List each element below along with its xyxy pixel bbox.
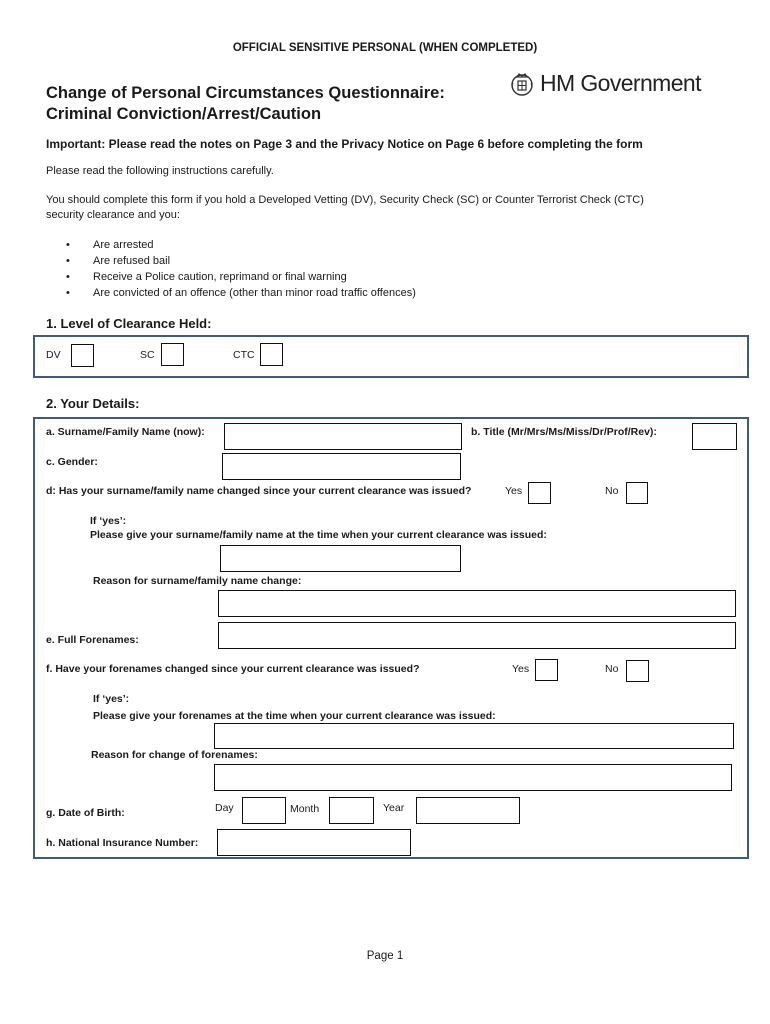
list-item: • Are convicted of an offence (other than minor road traffic offences) [66,287,416,299]
if-yes-label: If ‘yes’: [93,693,130,705]
surname-changed-no-checkbox[interactable] [626,482,648,504]
list-item: • Are refused bail [66,255,171,267]
ctc-label: CTC [233,349,255,361]
previous-forenames-input[interactable] [214,723,734,749]
previous-surname-label: Please give your surname/family name at the time when your current clearance was issued: [90,529,547,541]
important-notice: Important: Please read the notes on Page 3 and the Privacy Notice on Page 6 before completing the form [46,137,643,151]
surname-changed-label: d: Has your surname/family name changed since your current clearance was issued? [46,485,472,497]
classification-header: OFFICIAL SENSITIVE PERSONAL (WHEN COMPLETED) [232,42,538,54]
dob-month-input[interactable] [329,797,374,824]
instructions-text: Please read the following instructions carefully. [46,165,274,177]
intro-line-2: security clearance and you: [46,209,180,221]
dv-checkbox[interactable] [71,344,94,367]
ni-number-label: h. National Insurance Number: [46,837,199,849]
title-label: b. Title (Mr/Mrs/Ms/Miss/Dr/Prof/Rev): [471,426,657,438]
dv-label: DV [46,349,61,361]
forenames-reason-label: Reason for change of forenames: [91,749,258,761]
list-item: • Are arrested [66,239,154,251]
title-line-2: Criminal Conviction/Arrest/Caution [46,105,322,123]
surname-reason-label: Reason for surname/family name change: [93,575,302,587]
dob-label: g. Date of Birth: [46,807,125,819]
title-line-1: Change of Personal Circumstances Questionnaire: [46,84,445,102]
if-yes-label: If ‘yes’: [90,515,127,527]
surname-changed-yes-checkbox[interactable] [528,482,551,504]
forenames-label: e. Full Forenames: [46,634,139,646]
page-number: Page 1 [366,950,404,962]
previous-forenames-label: Please give your forenames at the time when your current clearance was issued: [93,710,496,722]
dob-year-input[interactable] [416,797,520,824]
section-1-heading: 1. Level of Clearance Held: [46,316,212,331]
surname-changed-yes-label: Yes [505,485,523,497]
forenames-changed-yes-label: Yes [512,663,530,675]
forenames-input[interactable] [218,622,736,649]
forenames-changed-no-label: No [605,663,619,675]
forenames-changed-label: f. Have your forenames changed since your current clearance was issued? [46,663,420,675]
forenames-reason-input[interactable] [214,764,732,791]
forenames-changed-yes-checkbox[interactable] [535,659,558,681]
ctc-checkbox[interactable] [260,343,283,366]
surname-changed-no-label: No [605,485,619,497]
section-2-heading: 2. Your Details: [46,396,140,411]
gender-input[interactable] [222,453,461,480]
royal-crest-icon [509,71,535,97]
sc-label: SC [140,349,155,361]
intro-line-1: You should complete this form if you hold a Developed Vetting (DV), Security Check (SC) or Counter Terrorist Check (CTC) [46,194,644,206]
list-item: • Receive a Police caution, reprimand or final warning [66,271,347,283]
surname-label: a. Surname/Family Name (now): [46,426,205,438]
title-input[interactable] [692,423,737,450]
hm-government-logo [509,70,701,97]
forenames-changed-no-checkbox[interactable] [626,660,649,682]
page-title [46,83,445,125]
dob-year-label: Year [383,802,405,814]
dob-day-label: Day [215,802,234,814]
ni-number-input[interactable] [217,829,411,856]
surname-input[interactable] [224,423,462,450]
gender-label: c. Gender: [46,456,98,468]
dob-day-input[interactable] [242,797,286,824]
dob-month-label: Month [290,803,320,815]
surname-reason-input[interactable] [218,590,736,617]
sc-checkbox[interactable] [161,343,184,366]
logo-text: HM Government [540,70,701,96]
previous-surname-input[interactable] [220,545,461,572]
